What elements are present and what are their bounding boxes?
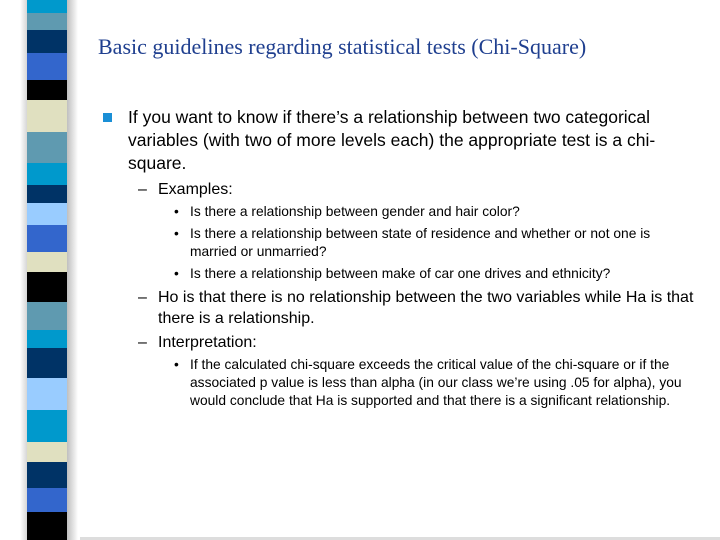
stripe-band xyxy=(27,80,67,100)
dot-bullet-icon: • xyxy=(174,266,179,281)
stripe-band xyxy=(27,132,67,163)
stripe-band xyxy=(27,512,67,540)
example-item xyxy=(100,203,700,221)
stripe-band xyxy=(27,488,67,512)
dot-bullet-icon: • xyxy=(174,357,179,372)
stripe-band xyxy=(27,302,67,330)
example-text: Is there a relationship between gender and hair color? xyxy=(190,204,520,219)
dot-bullet-icon: • xyxy=(174,204,179,219)
hypothesis-text: Ho is that there is no relationship between the two variables while Ha is that there is a relationship. xyxy=(158,289,694,327)
square-bullet-icon xyxy=(103,113,112,122)
example-text: Is there a relationship between make of car one drives and ethnicity? xyxy=(190,266,611,281)
decorative-stripe xyxy=(27,0,67,540)
stripe-band xyxy=(27,410,67,442)
stripe-band xyxy=(27,185,67,203)
stripe-band xyxy=(27,0,67,13)
interpretation-text: If the calculated chi-square exceeds the critical value of the chi-square or if the associated p value is less than alpha (in our class we’re using .05 for alpha), you would conclude that Ha is supported and that there is a significant relationship. xyxy=(190,357,682,408)
examples-heading xyxy=(100,179,700,200)
stripe-band xyxy=(27,203,67,225)
interpretation-heading xyxy=(100,332,700,353)
slide-title: Basic guidelines regarding statistical tests (Chi-Square) xyxy=(98,34,587,59)
main-point xyxy=(100,106,700,175)
example-item xyxy=(100,265,700,283)
dot-bullet-icon: • xyxy=(174,226,179,241)
stripe-band xyxy=(27,30,67,53)
interpretation-label: Interpretation: xyxy=(158,334,257,351)
stripe-band xyxy=(27,462,67,488)
stripe-band xyxy=(27,378,67,410)
dash-bullet-icon: – xyxy=(138,289,147,306)
dash-bullet-icon: – xyxy=(138,334,147,351)
stripe-band xyxy=(27,348,67,378)
stripe-band xyxy=(27,442,67,462)
examples-label: Examples: xyxy=(158,181,233,198)
slide-body xyxy=(100,106,700,414)
example-item xyxy=(100,225,700,261)
interpretation-item xyxy=(100,356,700,410)
stripe-band xyxy=(27,163,67,185)
stripe-band xyxy=(27,53,67,80)
stripe-band xyxy=(27,272,67,302)
dash-bullet-icon: – xyxy=(138,181,147,198)
stripe-band xyxy=(27,100,67,132)
stripe-band xyxy=(27,13,67,30)
example-text: Is there a relationship between state of residence and whether or not one is married or unmarried? xyxy=(190,226,651,259)
stripe-band xyxy=(27,330,67,348)
stripe-band xyxy=(27,252,67,272)
hypothesis xyxy=(100,287,700,329)
main-point-text: If you want to know if there’s a relationship between two categorical variables (with two of more levels each) the appropriate test is a chi-square. xyxy=(128,107,656,173)
stripe-band xyxy=(27,225,67,252)
